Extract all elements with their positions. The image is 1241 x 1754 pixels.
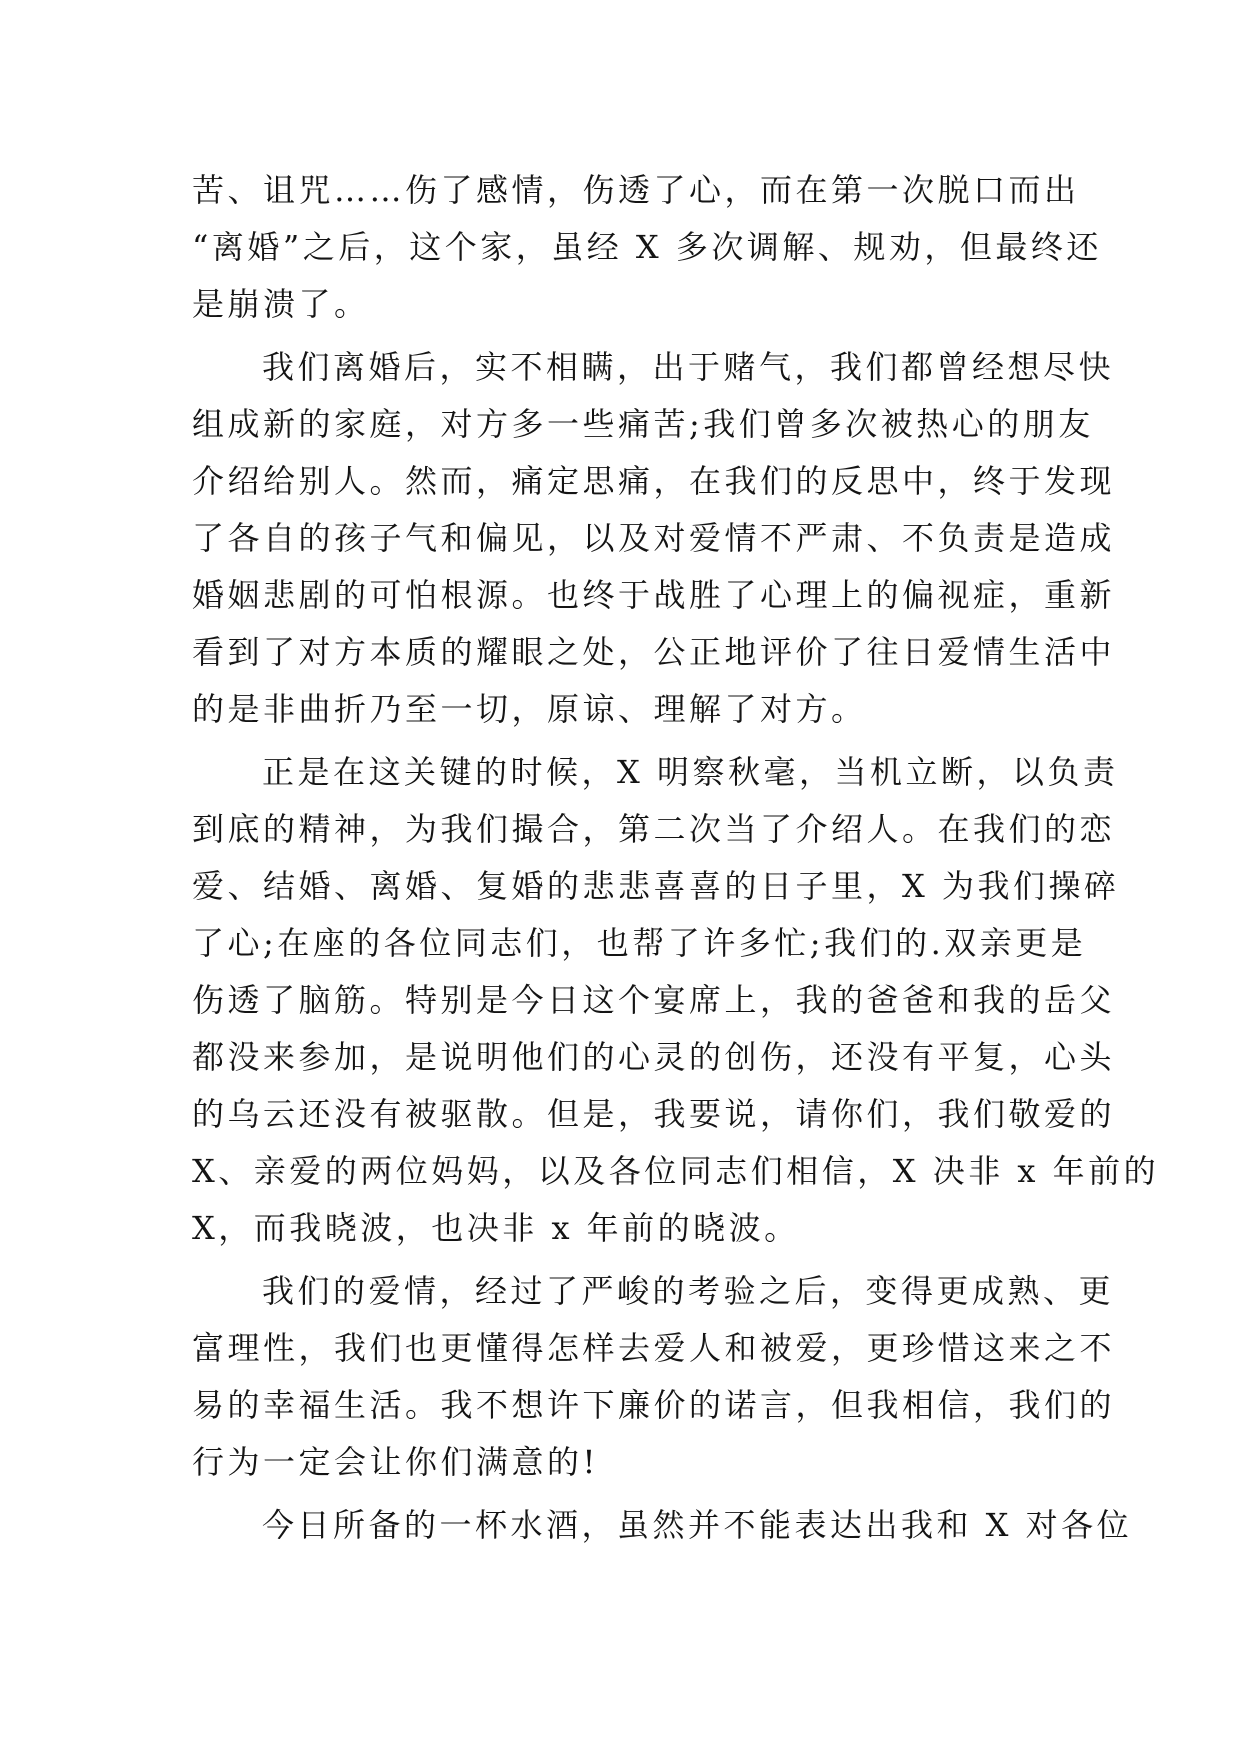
text-line: 婚姻悲剧的可怕根源。也终于战胜了心理上的偏视症，重新: [192, 576, 1116, 614]
text-line: 行为一定会让你们满意的!: [192, 1443, 599, 1481]
text-line: 伤透了脑筋。特别是今日这个宴席上，我的爸爸和我的岳父: [192, 981, 1116, 1019]
text-line: 了各自的孩子气和偏见，以及对爱情不严肃、不负责是造成: [192, 519, 1116, 557]
paragraph: [192, 1497, 1133, 1554]
text-line: 是崩溃了。: [192, 285, 370, 323]
text-line: 爱、结婚、离婚、复婚的悲悲喜喜的日子里，X 为我们操碎: [192, 867, 1120, 905]
body-text: [192, 162, 1160, 1554]
paragraph: [192, 1263, 1116, 1491]
paragraph: [192, 744, 1160, 1257]
text-line: 看到了对方本质的耀眼之处，公正地评价了往日爱情生活中: [192, 633, 1116, 671]
paragraph: [192, 162, 1102, 333]
text-line: 的是非曲折乃至一切，原谅、理解了对方。: [192, 690, 867, 728]
text-line: 组成新的家庭，对方多一些痛苦;我们曾多次被热心的朋友: [192, 405, 1094, 443]
paragraph: [192, 339, 1116, 738]
text-line: 我们的爱情，经过了严峻的考验之后，变得更成熟、更: [262, 1272, 1115, 1310]
text-line: 我们离婚后，实不相瞒，出于赌气，我们都曾经想尽快: [262, 348, 1115, 386]
text-line: 易的幸福生活。我不想许下廉价的诺言，但我相信，我们的: [192, 1386, 1116, 1424]
text-line: 了心;在座的各位同志们，也帮了许多忙;我们的.双亲更是: [192, 924, 1087, 962]
text-line: 苦、诅咒……伤了感情，伤透了心，而在第一次脱口而出: [192, 171, 1080, 209]
text-line: 的乌云还没有被驱散。但是，我要说，请你们，我们敬爱的: [192, 1095, 1116, 1133]
text-line: “离婚”之后，这个家，虽经 X 多次调解、规劝，但最终还: [192, 228, 1102, 266]
text-line: X、亲爱的两位妈妈，以及各位同志们相信，X 决非 x 年前的: [192, 1152, 1160, 1190]
text-line: 都没来参加，是说明他们的心灵的创伤，还没有平复，心头: [192, 1038, 1116, 1076]
text-line: 正是在这关键的时候，X 明察秋毫，当机立断，以负责: [262, 753, 1119, 791]
text-line: 介绍给别人。然而，痛定思痛，在我们的反思中，终于发现: [192, 462, 1116, 500]
text-line: 到底的精神，为我们撮合，第二次当了介绍人。在我们的恋: [192, 810, 1116, 848]
text-line: 今日所备的一杯水酒，虽然并不能表达出我和 X 对各位: [262, 1506, 1133, 1544]
text-line: X，而我晓波，也决非 x 年前的晓波。: [192, 1209, 800, 1247]
text-line: 富理性，我们也更懂得怎样去爱人和被爱，更珍惜这来之不: [192, 1329, 1116, 1367]
